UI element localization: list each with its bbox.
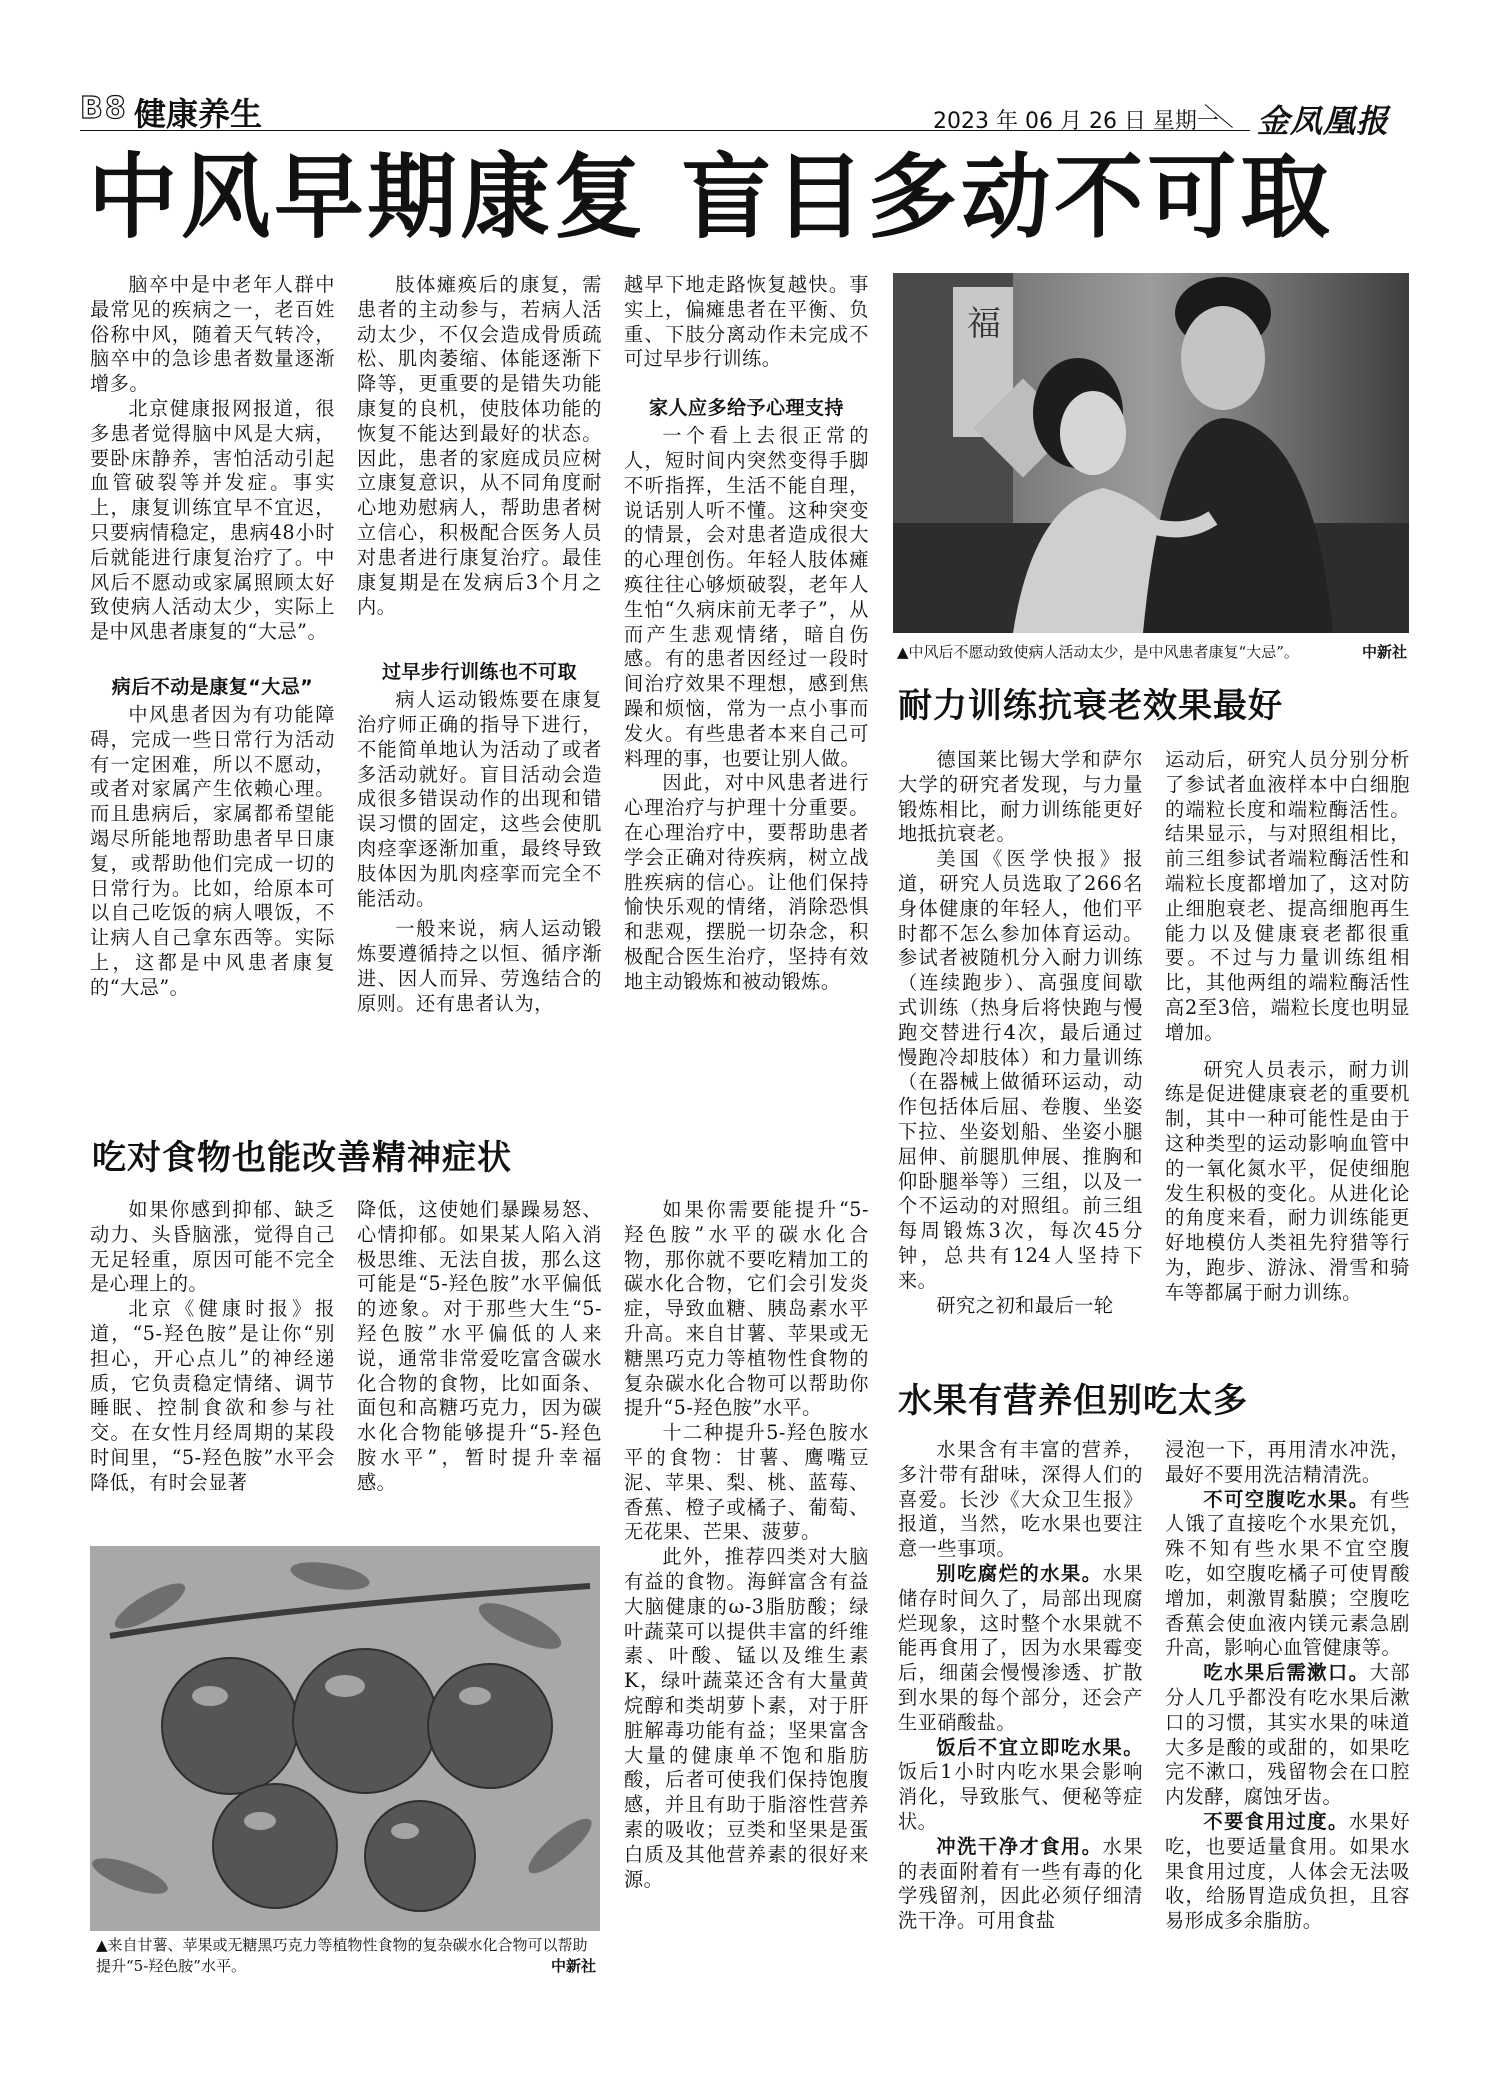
- paragraph: 越早下地走路恢复越快。事实上，偏瘫患者在平衡、负重、下肢分离动作未完成不可过早步行训练。: [624, 273, 869, 371]
- article2-col2: [357, 1198, 602, 1496]
- paragraph: 研究人员表示，耐力训练是促进健康衰老的重要机制，其中一种可能性是由于这种类型的运动影响血管中的一氧化氮水平，促使细胞发生积极的变化。从进化论的角度来看，耐力训练能更好地模仿人类祖先狩猎等行为，跑步、游泳、滑雪和骑车等都属于耐力训练。: [1165, 1057, 1410, 1304]
- paragraph: 十二种提升5-羟色胺水平的食物：甘薯、鹰嘴豆泥、苹果、梨、桃、蓝莓、香蕉、橙子或橘子、葡萄、无花果、芒果、菠萝。: [624, 1421, 869, 1544]
- paragraph: 美国《医学快报》报道，研究人员选取了266名身体健康的年轻人，他们平时都不怎么参加体育运动。参试者被随机分入耐力训练（连续跑步）、高强度间歇式训练（热身后将快跑与慢跑交替进行4次，最后通过慢跑冷却肢体）和力量训练（在器械上做循环运动，动作包括体后屈、卷腹、坐姿下拉、坐姿划船、坐姿小腿屈伸、前腿肌伸展、推胸和仰卧腿举等）三组，以及一个不运动的对照组。前三组每周锻炼3次，每次45分钟，总共有124人坚持下来。: [898, 847, 1143, 1292]
- paragraph: 中风患者因为有功能障碍，完成一些日常行为活动有一定困难，所以不愿动，或者对家属产生依赖心理。而且患病后，家属都希望能竭尽所能地帮助患者早日康复，或帮助他们完成一切的日常行为。比如，给原本可以自己吃饭的病人喂饭，不让病人自己拿东西等。实际上，这都是中风患者康复的“大忌”。: [90, 702, 335, 999]
- lead-in: 别吃腐烂的水果。: [936, 1561, 1103, 1585]
- paragraph: 一个看上去很正常的人，短时间内突然变得手脚不听指挥，生活不能自理，说话别人听不懂。这种突变的情景，会对患者造成很大的心理创伤。年轻人肢体瘫痪往往心够烦破裂，老年人生怕“久病床前无孝子”，从而产生悲观情绪，暗自伤感。有的患者因经过一段时间治疗效果不理想，感到焦躁和烦恼，常为一点小事而发火。有些患者本来自己可料理的事，也要让别人做。: [624, 424, 869, 770]
- paragraph: 如果你感到抑郁、缺乏动力、头昏脑涨，觉得自己无足轻重，原因可能不完全是心理上的。: [90, 1198, 335, 1296]
- paragraph: [1165, 1661, 1410, 1810]
- paragraph: [1165, 1488, 1410, 1662]
- lead-in: 饭后不宜立即吃水果。: [936, 1735, 1143, 1759]
- paragraph: 研究之初和最后一轮: [936, 1293, 1114, 1317]
- paragraph-text: 大部分人几乎都没有吃水果后漱口的习惯，其实水果的味道大多是酸的或甜的，如果吃完不漱口，残留物会在口腔内发酵，腐蚀牙齿。: [1165, 1661, 1411, 1809]
- svg-text:福: 福: [967, 304, 1001, 344]
- article2-col3: [624, 1198, 869, 1892]
- page-number: B8: [80, 91, 128, 126]
- caption-text: ▲来自甘薯、苹果或无糖黑巧克力等植物性食物的复杂碳水化合物可以帮助提升“5-羟色胺”水平。: [96, 1936, 588, 1975]
- paragraph: [1165, 1810, 1410, 1934]
- article2-title: 吃对食物也能改善精神症状: [92, 1138, 512, 1178]
- newspaper-logo: 金凤凰报: [1257, 102, 1390, 140]
- photo2-caption: [96, 1935, 596, 1977]
- paragraph: 因此，对中风患者进行心理治疗与护理十分重要。在心理治疗中，要帮助患者学会正确对待疾病，树立战胜疾病的信心。让他们保持愉快乐观的情绪，消除恐惧和悲观，摆脱一切杂念，积极配合医生治疗，坚持有效地主动锻炼和被动锻炼。: [624, 771, 869, 993]
- paragraph: [898, 1835, 1143, 1934]
- paragraph-text: 饭后1小时内吃水果会影响消化，导致胀气、便秘等症状。: [898, 1760, 1143, 1833]
- paragraph: 运动后，研究人员分别分析了参试者血液样本中白细胞的端粒长度和端粒酶活性。结果显示，与对照组相比，前三组参试者端粒酶活性和端粒长度都增加了，这对防止细胞衰老、提高细胞再生能力以及健康衰老都很重要。不过与力量训练组相比，其他两组的端粒酶活性高2至3倍，端粒长度也明显增加。: [1165, 748, 1410, 1044]
- subheading: 病后不动是康复“大忌”: [111, 675, 314, 698]
- article4-col1: [898, 1438, 1143, 1934]
- paragraph-text: 水果的表面附着有一些有毒的化学残留剂，因此必须仔细清洗干净。可用食盐: [898, 1834, 1144, 1933]
- article3-title: 耐力训练抗衰老效果最好: [898, 686, 1283, 726]
- article3-col1: [898, 748, 1143, 1318]
- photo-elderly-patient: [893, 273, 1409, 633]
- lead-in: 吃水果后需漱口。: [1203, 1661, 1370, 1685]
- section-name: 健康养生: [134, 95, 263, 133]
- article1-col2: [357, 273, 602, 1017]
- paragraph: 肢体瘫痪后的康复，需患者的主动参与，若病人活动太少，不仅会造成骨质疏松、肌肉萎缩、体能逐渐下降等，更重要的是错失功能康复的良机，使肢体功能的恢复不能达到最好的状态。因此，患者的家庭成员应树立康复意识，从不同角度耐心地劝慰病人，帮助患者树立信心，积极配合医务人员对患者进行康复治疗。最佳康复期是在发病后3个月之内。: [357, 273, 602, 619]
- article2-col1: [90, 1198, 335, 1496]
- paragraph: 降低，这使她们暴躁易怒、心情抑郁。如果某人陷入消极思维、无法自拔，那么这可能是“5-羟色胺”水平偏低的迹象。对于那些大生“5-羟色胺”水平偏低的人来说，通常非常爱吃富含碳水化合物的食物，比如面条、面包和高糖巧克力，因为碳水化合物能够提升“5-羟色胺水平”，暂时提升幸福感。: [357, 1198, 602, 1494]
- subheading: 家人应多给予心理支持: [648, 397, 844, 420]
- photo-illustration: [893, 273, 1409, 633]
- caption-source: 中新社: [550, 1957, 596, 1975]
- photo-illustration: [90, 1546, 600, 1931]
- article1-col1: [90, 273, 335, 1001]
- article3-col2: [1165, 748, 1410, 1306]
- article4-col2: [1165, 1438, 1410, 1934]
- paragraph: 病人运动锻炼要在康复治疗师正确的指导下进行，不能简单地认为活动了或者多活动就好。盲目活动会造成很多错误动作的出现和错误习惯的固定，这些会使肌肉痉挛逐渐加重，最终导致肢体因为肌肉痉挛而完全不能活动。: [357, 688, 602, 910]
- subheading: 过早步行训练也不可取: [381, 661, 577, 684]
- photo-apples: [90, 1546, 600, 1931]
- photo1-caption: [897, 642, 1407, 663]
- lead-in: 不可空腹吃水果。: [1203, 1487, 1370, 1511]
- paragraph: 北京健康报网报道，很多患者觉得脑中风是大病，要卧床静养，害怕活动引起血管破裂等并发症。事实上，康复训练宜早不宜迟，只要病情稳定，患病48小时后就能进行康复治疗了。中风后不愿动或家属照顾太好致使病人活动太少，实际上是中风患者康复的“大忌”。: [90, 396, 335, 644]
- paragraph: [898, 1562, 1143, 1736]
- paragraph: 浸泡一下，再用清水冲洗，最好不要用洗洁精清洗。: [1165, 1438, 1410, 1486]
- lead-in: 不要食用过度。: [1203, 1809, 1349, 1833]
- paragraph: 水果含有丰富的营养，多汁带有甜味，深得人们的喜爱。长沙《大众卫生报》报道，当然，吃水果也要注意一些事项。: [898, 1438, 1143, 1561]
- issue-date: 2023 年 06 月 26 日 星期一: [933, 109, 1219, 134]
- caption-source: 中新社: [1361, 643, 1407, 661]
- paragraph: 脑卒中是中老年人群中最常见的疾病之一，老百姓俗称中风，随着天气转冷，脑卒中的急诊患者数量逐渐增多。: [90, 273, 335, 396]
- paragraph: [898, 1736, 1143, 1835]
- paragraph-text: 水果好吃，也要适量食用。如果水果食用过度，人体会无法吸收，给肠胃造成负担，且容易形成多余脂肪。: [1165, 1809, 1411, 1933]
- main-headline: 中风早期康复 盲目多动不可取: [88, 144, 1334, 251]
- paragraph-text: 水果储存时间久了，局部出现腐烂现象，这时整个水果就不能再食用了，因为水果霉变后，细菌会慢慢渗透、扩散到水果的每个部分，还会产生亚硝酸盐。: [898, 1561, 1144, 1734]
- article4-title: 水果有营养但别吃太多: [898, 1381, 1248, 1421]
- lead-in: 冲洗干净才食用。: [936, 1834, 1103, 1858]
- paragraph: 一般来说，病人运动锻炼要遵循持之以恒、循序渐进、因人而异、劳逸结合的原则。还有患者认为，: [357, 917, 602, 1015]
- article1-col3: [624, 273, 869, 995]
- paragraph: 此外，推荐四类对大脑有益的食物。海鲜富含有益大脑健康的ω-3脂肪酸；绿叶蔬菜可以提供丰富的纤维素、叶酸、锰以及维生素K，绿叶蔬菜还含有大量黄烷醇和类胡萝卜素，对于肝脏解毒功能有益；坚果富含大量的健康单不饱和脂肪酸，后者可使我们保持饱腹感，并且有助于脂溶性营养素的吸收；豆类和坚果是蛋白质及其他营养素的很好来源。: [624, 1545, 869, 1891]
- caption-text: ▲中风后不愿动致使病人活动太少，是中风患者康复“大忌”。: [897, 643, 1299, 661]
- paragraph-text: 有些人饿了直接吃个水果充饥，殊不知有些水果不宜空腹吃，如空腹吃橘子可使胃酸增加，刺激胃黏膜；空腹吃香蕉会使血液内镁元素急剧升高，影响心血管健康等。: [1165, 1487, 1411, 1660]
- paragraph: 北京《健康时报》报道，“5-羟色胺”是让你“别担心，开心点儿”的神经递质，它负责稳定情绪、调节睡眠、控制食欲和参与社交。在女性月经周期的某段时间里，“5-羟色胺”水平会降低，有时会显著: [90, 1297, 335, 1494]
- paragraph: 如果你需要能提升“5-羟色胺”水平的碳水化合物，那你就不要吃精加工的碳水化合物，它们会引发炎症，导致血糖、胰岛素水平升高。来自甘薯、苹果或无糖黑巧克力等植物性食物的复杂碳水化合物可以帮助你提升“5-羟色胺”水平。: [624, 1198, 869, 1420]
- paragraph: 德国莱比锡大学和萨尔大学的研究者发现，与力量锻炼相比，耐力训练能更好地抵抗衰老。: [898, 748, 1143, 846]
